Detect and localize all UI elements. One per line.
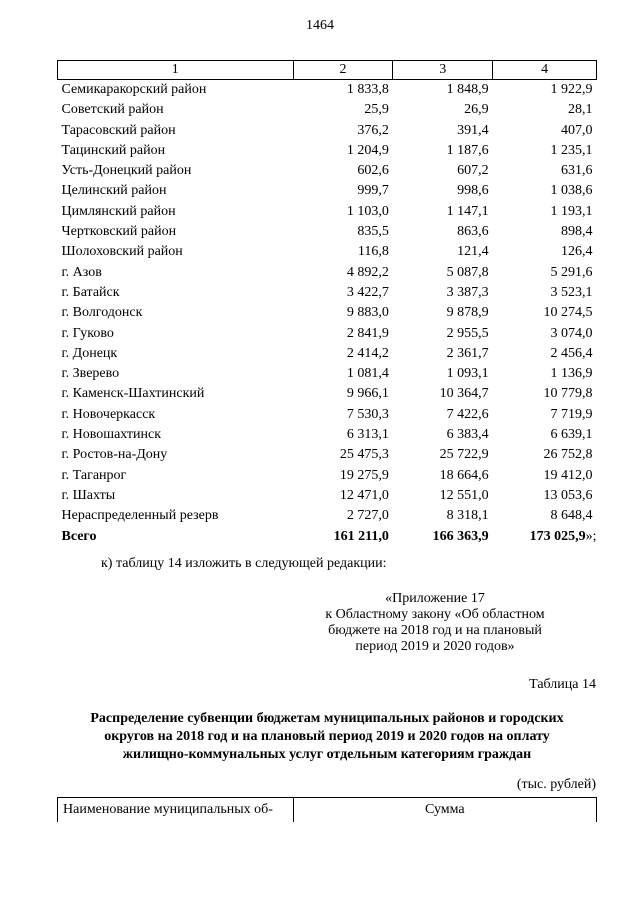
appendix-line: к Областному закону «Об областном	[325, 607, 545, 622]
table-row	[58, 202, 597, 222]
table-header-row	[58, 61, 597, 80]
value-2019: 3 387,3	[446, 284, 489, 300]
value-2018: 9 966,1	[346, 386, 389, 402]
row-name: Цимлянский район	[61, 203, 176, 219]
value-2019: 9 878,9	[446, 305, 489, 321]
value-2019: 8 318,1	[446, 508, 489, 524]
value-2019: 998,6	[457, 183, 489, 199]
value-2019: 26,9	[464, 102, 489, 118]
row-name: Тарасовский район	[61, 122, 176, 138]
value-2020: 407,0	[561, 122, 593, 138]
row-name: г. Таганрог	[61, 467, 127, 483]
value-2020: 10 779,8	[543, 386, 593, 402]
row-name: Целинский район	[61, 183, 167, 199]
value-2018: 116,8	[357, 244, 389, 260]
value-2018: 2 841,9	[346, 325, 389, 341]
value-2018: 835,5	[357, 224, 389, 240]
total-2020-cell	[493, 527, 597, 547]
table-row	[58, 303, 597, 323]
table-row	[58, 222, 597, 242]
value-2019: 2 955,5	[446, 325, 489, 341]
table-row	[58, 344, 597, 364]
units-label: (тыс. рублей)	[516, 777, 596, 792]
row-name: г. Батайск	[61, 284, 120, 300]
column-header-name: Наименование муниципальных об-	[58, 798, 294, 823]
value-2019: 121,4	[457, 244, 489, 260]
value-2018: 376,2	[357, 122, 389, 138]
page-number: 1464	[306, 18, 334, 33]
value-2018: 4 892,2	[346, 264, 389, 280]
value-2020: 13 053,6	[543, 487, 593, 503]
row-name: г. Каменск-Шахтинский	[61, 386, 205, 402]
value-2020: 3 523,1	[550, 284, 593, 300]
row-name: Нераспределенный резерв	[61, 508, 219, 524]
table-row	[58, 181, 597, 201]
table-heading	[57, 710, 597, 764]
value-2019: 7 422,6	[446, 406, 489, 422]
column-header: 1	[58, 61, 294, 80]
value-2020: 2 456,4	[550, 345, 593, 361]
value-2019: 1 848,9	[446, 82, 489, 97]
row-name: г. Зверево	[61, 366, 120, 382]
value-2020: 898,4	[561, 224, 593, 240]
value-2018: 1 081,4	[346, 366, 389, 382]
value-2020: 26 752,8	[543, 447, 593, 463]
row-name: Чертковский район	[61, 224, 177, 240]
total-2020: 173 025,9	[529, 528, 586, 544]
value-2020: 7 719,9	[550, 406, 593, 422]
value-2018: 2 727,0	[346, 508, 389, 524]
appendix-line: период 2019 и 2020 годов»	[355, 639, 515, 654]
heading-line: округов на 2018 год и на плановый период 2019 и 2020 годов на оплату	[104, 729, 550, 744]
value-2019: 2 361,7	[446, 345, 489, 361]
value-2019: 607,2	[457, 163, 489, 179]
value-2020: 5 291,6	[550, 264, 593, 280]
value-2018: 25 475,3	[339, 447, 389, 463]
table-row	[58, 141, 597, 161]
table-row	[58, 80, 597, 101]
value-2020: 631,6	[561, 163, 593, 179]
value-2018: 3 422,7	[346, 284, 389, 300]
table-14-header	[57, 797, 597, 822]
value-2018: 12 471,0	[339, 487, 389, 503]
total-2018: 161 211,0	[333, 528, 389, 544]
value-2020: 10 274,5	[543, 305, 593, 321]
table-row	[58, 263, 597, 283]
row-name: г. Волгодонск	[61, 305, 143, 321]
value-2019: 1 147,1	[446, 203, 489, 219]
row-name: г. Азов	[61, 264, 102, 280]
table-row	[58, 121, 597, 141]
row-name: Тацинский район	[61, 142, 166, 158]
value-2018: 2 414,2	[346, 345, 389, 361]
row-name: Шолоховский район	[61, 244, 183, 260]
column-header: 2	[293, 61, 393, 80]
appendix-line: «Приложение 17	[385, 591, 485, 606]
value-2020: 19 412,0	[543, 467, 593, 483]
row-name: г. Ростов-на-Дону	[61, 447, 168, 463]
table-header-row	[58, 798, 597, 823]
value-2018: 1 204,9	[346, 142, 389, 158]
value-2020: 28,1	[568, 102, 593, 118]
value-2019: 6 383,4	[446, 427, 489, 443]
row-name: г. Новочеркасск	[61, 406, 156, 422]
row-name: г. Новошахтинск	[61, 427, 162, 443]
total-label: Всего	[61, 528, 97, 544]
column-header: 4	[493, 61, 597, 80]
value-2018: 6 313,1	[346, 427, 389, 443]
row-name: Семикаракорский район	[61, 82, 207, 97]
value-2019: 10 364,7	[439, 386, 489, 402]
value-2020: 1 193,1	[550, 203, 593, 219]
value-2019: 863,6	[457, 224, 489, 240]
appendix-note	[300, 591, 570, 655]
value-2018: 1 833,8	[346, 82, 389, 97]
value-2018: 9 883,0	[346, 305, 389, 321]
instruction-text: к) таблицу 14 изложить в следующей редакции:	[101, 556, 387, 571]
heading-line: Распределение субвенции бюджетам муниципальных районов и городских	[90, 711, 564, 726]
row-name: г. Донецк	[61, 345, 118, 361]
value-2019: 5 087,8	[446, 264, 489, 280]
column-header: 3	[393, 61, 493, 80]
table-row	[58, 445, 597, 465]
table-row	[58, 242, 597, 262]
table-row	[58, 324, 597, 344]
table-number: Таблица 14	[529, 677, 596, 692]
value-2020: 6 639,1	[550, 427, 593, 443]
appendix-line: бюджете на 2018 год и на плановый	[328, 623, 542, 638]
table-row	[58, 100, 597, 120]
data-table	[57, 60, 597, 547]
value-2019: 1 093,1	[446, 366, 489, 382]
value-2018: 25,9	[364, 102, 389, 118]
table-row	[58, 486, 597, 506]
table-row	[58, 283, 597, 303]
total-row	[58, 527, 597, 547]
total-2019: 166 363,9	[432, 528, 489, 544]
value-2020: 8 648,4	[550, 508, 593, 524]
value-2019: 1 187,6	[446, 142, 489, 158]
row-name: г. Шахты	[61, 487, 116, 503]
heading-line: жилищно-коммунальных услуг отдельным категориям граждан	[122, 747, 532, 762]
value-2020: 1 038,6	[550, 183, 593, 199]
value-2018: 7 530,3	[346, 406, 389, 422]
value-2020: 126,4	[561, 244, 593, 260]
value-2020: 1 922,9	[550, 82, 593, 97]
row-name: Усть-Донецкий район	[61, 163, 192, 179]
row-name: г. Гуково	[61, 325, 114, 341]
value-2019: 391,4	[457, 122, 489, 138]
value-2019: 25 722,9	[439, 447, 489, 463]
table-row	[58, 161, 597, 181]
table-row	[58, 506, 597, 526]
table-row	[58, 405, 597, 425]
value-2019: 12 551,0	[439, 487, 489, 503]
value-2020: 1 235,1	[550, 142, 593, 158]
value-2018: 602,6	[357, 163, 389, 179]
value-2019: 18 664,6	[439, 467, 489, 483]
closing-quote: »;	[585, 528, 597, 544]
table-row	[58, 425, 597, 445]
value-2020: 3 074,0	[550, 325, 593, 341]
column-header-sum: Сумма	[293, 798, 596, 823]
value-2018: 999,7	[357, 183, 389, 199]
row-name: Советский район	[61, 102, 164, 118]
table-row	[58, 466, 597, 486]
value-2018: 19 275,9	[339, 467, 389, 483]
table-row	[58, 364, 597, 384]
value-2020: 1 136,9	[550, 366, 593, 382]
table-row	[58, 384, 597, 404]
value-2018: 1 103,0	[346, 203, 389, 219]
